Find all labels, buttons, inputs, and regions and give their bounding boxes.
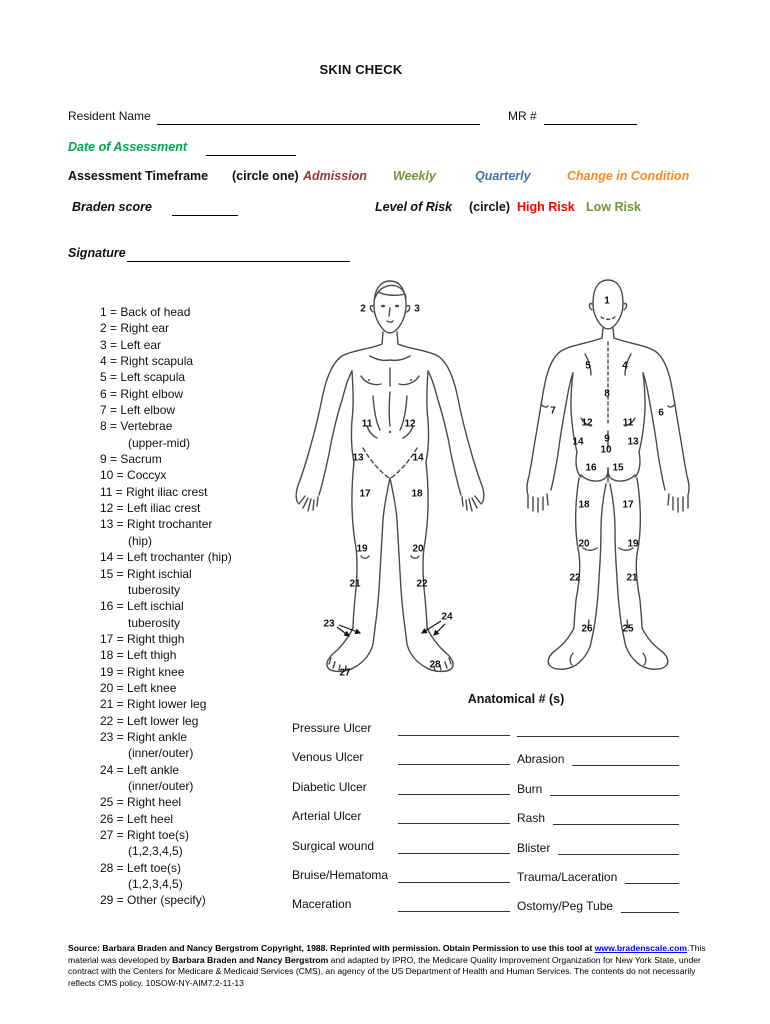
legend-item-17: 17 = Right thigh [100, 631, 185, 646]
anatomical-right-label-6: Ostomy/Peg Tube [517, 899, 614, 913]
date-row [0, 140, 770, 158]
back-number-12: 12 [581, 417, 593, 429]
front-number-14: 14 [412, 452, 424, 464]
back-number-22: 22 [569, 572, 581, 584]
legend-item-26: 26 = Left heel [100, 811, 174, 826]
anatomical-right-2 [517, 780, 679, 796]
front-number-23: 23 [323, 618, 335, 630]
legend-item-24: 24 = Left ankle [100, 762, 180, 777]
back-number-1: 1 [604, 295, 610, 307]
anatomical-left-line-5 [398, 868, 510, 883]
mr-number-label: MR # [508, 109, 537, 123]
anatomical-rows [0, 721, 770, 921]
anatomical-left-label-6: Maceration [292, 897, 352, 911]
timeframe-option-weekly: Weekly [393, 169, 436, 183]
back-number-9: 9 [604, 433, 610, 445]
back-number-7: 7 [550, 405, 556, 417]
footer-regular-text-1: .This material was developed by [68, 943, 706, 965]
anatomical-left-label-1: Venous Ulcer [292, 750, 364, 764]
anatomical-left-line-6 [398, 897, 510, 912]
front-number-24: 24 [441, 611, 453, 623]
back-number-6: 6 [658, 407, 664, 419]
anatomical-heading: Anatomical # (s) [467, 692, 565, 706]
legend-item-13-cont: (hip) [128, 533, 153, 548]
back-number-21: 21 [626, 572, 638, 584]
back-number-8: 8 [604, 388, 610, 400]
legend-item-24-cont: (inner/outer) [128, 778, 194, 793]
legend-item-27: 27 = Right toe(s) [100, 828, 190, 842]
back-number-26: 26 [581, 623, 593, 635]
anatomical-left-label-0: Pressure Ulcer [292, 721, 372, 735]
legend-item-20: 20 = Left knee [100, 680, 177, 695]
anatomical-right-line-5 [625, 869, 679, 884]
anatomical-right-line-2 [550, 781, 679, 796]
footer-bold-authors: Barbara Braden and Nancy Bergstrom [172, 954, 329, 965]
back-number-25: 25 [622, 623, 634, 635]
legend-item-29: 29 = Other (specify) [100, 893, 206, 908]
legend-item-1: 1 = Back of head [100, 305, 191, 319]
front-number-20: 20 [412, 543, 424, 555]
risk-circle-label: (circle) [469, 200, 510, 214]
legend-item-14: 14 = Left trochanter (hip) [100, 550, 232, 565]
resident-name-label: Resident Name [68, 109, 151, 123]
back-number-20: 20 [578, 538, 590, 550]
front-number-11: 11 [361, 418, 373, 430]
anatomical-left-label-4: Surgical wound [292, 839, 375, 853]
back-number-18: 18 [578, 499, 590, 511]
anatomical-left-line-2 [398, 780, 510, 795]
front-number-3: 3 [414, 303, 420, 315]
anatomical-left-line-1 [398, 750, 510, 765]
back-number-15: 15 [612, 462, 624, 474]
date-of-assessment-label: Date of Assessment [68, 140, 188, 154]
legend-item-28-cont: (1,2,3,4,5) [128, 877, 183, 892]
mr-number-line [544, 109, 637, 125]
anatomical-right-line-4 [558, 840, 679, 855]
anatomical-right-label-2: Burn [517, 782, 543, 796]
legend-item-16: 16 = Left ischial [100, 599, 184, 614]
back-number-14: 14 [572, 436, 584, 448]
anatomical-right-label-3: Rash [517, 811, 546, 825]
front-number-17: 17 [359, 488, 371, 500]
anatomical-left-label-3: Arterial Ulcer [292, 809, 362, 823]
signature-label: Signature [68, 246, 126, 260]
legend-item-6: 6 = Right elbow [100, 386, 184, 401]
anatomical-left-line-3 [398, 809, 510, 824]
anatomical-right-6 [517, 897, 679, 913]
body-figure-front [295, 276, 510, 696]
resident-row [0, 109, 770, 127]
risk-option-low: Low Risk [586, 200, 641, 214]
anatomical-right-4 [517, 839, 679, 855]
anatomical-right-label-4: Blister [517, 841, 551, 855]
legend-item-3: 3 = Left ear [100, 337, 162, 352]
braden-score-line [172, 200, 238, 216]
front-number-28: 28 [429, 659, 441, 671]
legend-item-7: 7 = Left elbow [100, 403, 176, 418]
legend-item-8-cont: (upper-mid) [128, 435, 191, 450]
anatomical-right-1 [517, 750, 679, 766]
body-back-outline [525, 276, 715, 696]
anatomical-right-label-5: Trauma/Laceration [517, 870, 618, 884]
back-number-4: 4 [622, 360, 628, 372]
legend-item-5: 5 = Left scapula [100, 370, 186, 385]
legend-item-18: 18 = Left thigh [100, 648, 177, 663]
legend-item-10: 10 = Coccyx [100, 468, 167, 483]
legend-item-22: 22 = Left lower leg [100, 713, 199, 728]
front-number-21: 21 [349, 578, 361, 590]
back-number-10: 10 [600, 444, 612, 456]
legend-item-21: 21 = Right lower leg [100, 697, 207, 712]
front-number-27: 27 [339, 667, 351, 679]
front-number-12: 12 [404, 418, 416, 430]
page-title: SKIN CHECK [319, 62, 403, 77]
legend-item-2: 2 = Right ear [100, 321, 170, 336]
front-number-22: 22 [416, 578, 428, 590]
back-number-16: 16 [585, 462, 597, 474]
anatomical-right-5 [517, 868, 679, 884]
signature-line [127, 246, 350, 262]
front-number-19: 19 [356, 543, 368, 555]
back-number-13: 13 [627, 436, 639, 448]
legend-item-25: 25 = Right heel [100, 795, 182, 810]
legend-item-15: 15 = Right ischial [100, 566, 192, 581]
legend-item-23-cont: (inner/outer) [128, 746, 194, 761]
legend-item-8: 8 = Vertebrae [100, 419, 173, 434]
anatomical-left-label-5: Bruise/Hematoma [292, 868, 389, 882]
front-number-18: 18 [411, 488, 423, 500]
front-number-13: 13 [352, 452, 364, 464]
circle-one-label: (circle one) [232, 169, 299, 183]
timeframe-option-change-in-condition: Change in Condition [567, 169, 690, 183]
anatomical-left-line-4 [398, 839, 510, 854]
front-number-2: 2 [360, 303, 366, 315]
date-line [206, 140, 296, 156]
legend-item-9: 9 = Sacrum [100, 452, 162, 467]
anatomical-left-line-0 [398, 721, 510, 736]
anatomical-right-line-1 [572, 751, 679, 766]
body-front-outline [295, 276, 510, 696]
footer-bold-text: Source: Barbara Braden and Nancy Bergstrom Copyright, 1988. Reprinted with permission. Obtain Permission to use this tool at [68, 943, 595, 953]
legend-item-19: 19 = Right knee [100, 664, 185, 679]
resident-name-line [157, 109, 480, 125]
assessment-timeframe-label: Assessment Timeframe [68, 169, 209, 183]
bradenscale-link[interactable]: www.bradenscale.com [594, 943, 688, 953]
legend-item-23: 23 = Right ankle [100, 729, 188, 744]
legend-item-11: 11 = Right iliac crest [100, 484, 208, 499]
braden-risk-row [0, 200, 770, 218]
level-of-risk-label: Level of Risk [375, 200, 453, 214]
risk-option-high: High Risk [517, 200, 575, 214]
anatomical-left-label-2: Diabetic Ulcer [292, 780, 367, 794]
legend-item-27-cont: (1,2,3,4,5) [128, 844, 183, 859]
legend-item-13: 13 = Right trochanter [100, 517, 213, 532]
signature-row [0, 246, 770, 264]
back-number-17: 17 [622, 499, 634, 511]
footer-source-text [68, 943, 718, 989]
legend-item-28: 28 = Left toe(s) [100, 860, 182, 875]
anatomical-right-label-1: Abrasion [517, 752, 565, 766]
footer-regular-text-2: and adapted by IPRO, the Medicare Quality Improvement Organization for New York State, under contract with the Centers for Medicare & Medicaid Services (CMS), an agency of the US Department of Health and Human Services. The contents do not necessarily reflects CMS policy. 10SOW-NY-AIM7.2-11-13 [68, 954, 701, 988]
body-figure-back [525, 276, 715, 696]
braden-score-label: Braden score [72, 200, 152, 214]
legend-item-4: 4 = Right scapula [100, 354, 194, 369]
back-number-5: 5 [585, 360, 591, 372]
legend-item-15-cont: tuberosity [128, 582, 181, 597]
back-number-11: 11 [622, 417, 634, 429]
anatomical-right-line-3 [553, 810, 679, 825]
timeframe-option-admission: Admission [303, 169, 367, 183]
timeframe-row [0, 169, 770, 187]
back-number-19: 19 [627, 538, 639, 550]
legend-item-12: 12 = Left iliac crest [100, 501, 201, 516]
anatomical-right-line-0 [517, 722, 679, 737]
anatomical-right-3 [517, 809, 679, 825]
timeframe-option-quarterly: Quarterly [475, 169, 531, 183]
legend-item-16-cont: tuberosity [128, 615, 181, 630]
anatomical-right-line-6 [621, 898, 679, 913]
anatomical-right-0 [517, 721, 679, 737]
